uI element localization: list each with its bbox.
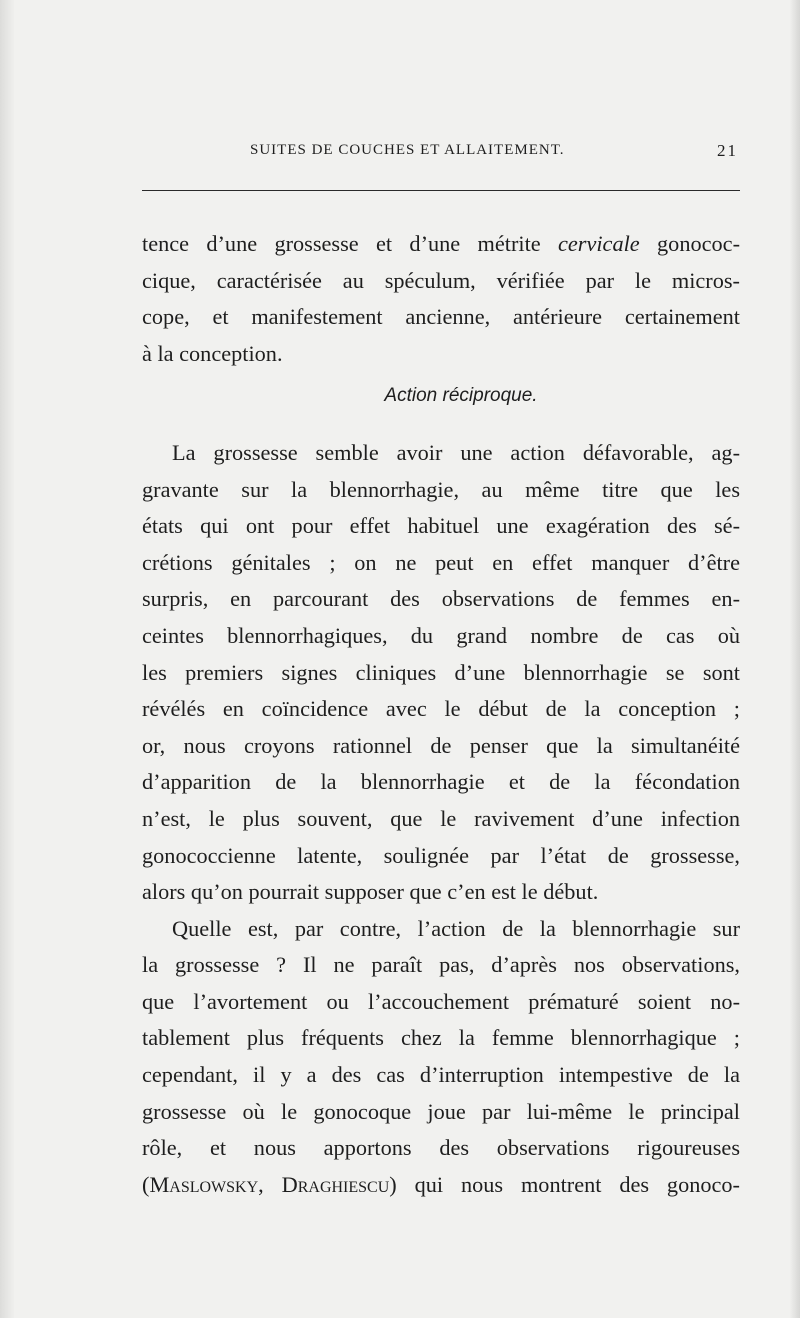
text-line: rôle, et nous apportons des observations rigoureuses [142,1135,740,1161]
text-line: que l’avortement ou l’accouchement prématuré soient no- [142,988,740,1014]
text-line: la grossesse ? Il ne paraît pas, d’après nos observations, [142,952,740,978]
body-text [142,226,740,1203]
text-line: à la conception. [142,340,283,366]
text-line: surpris, en parcourant des observations de femmes en- [142,586,740,612]
text-line: or, nous croyons rationnel de penser que la simultanéité [142,732,740,758]
paragraph-1 [142,226,740,372]
text-line: gravante sur la blennorrhagie, au même titre que les [142,476,740,502]
page-right-edge-shadow [790,0,800,1318]
text-line: (Maslowsky, Draghiescu) qui nous montrent des gonoco- [142,1171,740,1197]
header-rule [142,190,740,191]
section-heading: Action réciproque. [384,385,538,407]
text-line: révélés en coïncidence avec le début de la conception ; [142,696,740,722]
paragraph-2 [142,435,740,911]
running-title: SUITES DE COUCHES ET ALLAITEMENT. [250,142,565,158]
text-line: grossesse où le gonocoque joue par lui-même le principal [142,1098,740,1124]
text-line: tence d’une grossesse et d’une métrite cervicale gonococ- [142,231,740,256]
text-line: cique, caractérisée au spéculum, vérifiée par le micros- [142,267,740,293]
page-left-edge-shadow [0,0,14,1318]
text-line: Quelle est, par contre, l’action de la blennorrhagie sur [172,915,740,941]
text-line: tablement plus fréquents chez la femme blennorrhagique ; [142,1025,740,1051]
text-line: les premiers signes cliniques d’une blennorrhagie se sont [142,659,740,685]
emphasis-cervicale: cervicale [558,231,640,256]
text-line: ceintes blennorrhagiques, du grand nombre de cas où [142,622,740,648]
text-line: états qui ont pour effet habituel une exagération des sé- [142,513,740,539]
text-line: cependant, il y a des cas d’interruption intempestive de la [142,1062,740,1088]
page-number: 21 [717,141,738,160]
paragraph-3 [142,911,740,1204]
running-head [142,142,740,166]
author-name: Draghiescu [281,1171,390,1197]
text-line: gonococcienne latente, soulignée par l’état de grossesse, [142,842,740,868]
text-line: La grossesse semble avoir une action défavorable, ag- [172,439,740,465]
text-line: d’apparition de la blennorrhagie et de la fécondation [142,769,740,795]
text-line: crétions génitales ; on ne peut en effet manquer d’être [142,549,740,575]
author-name: Maslowsky [149,1171,259,1197]
text-line: cope, et manifestement ancienne, antérieure certainement [142,304,740,330]
text-line: n’est, le plus souvent, que le ravivement d’une infection [142,805,740,831]
text-line: alors qu’on pourrait supposer que c’en est le début. [142,879,599,905]
